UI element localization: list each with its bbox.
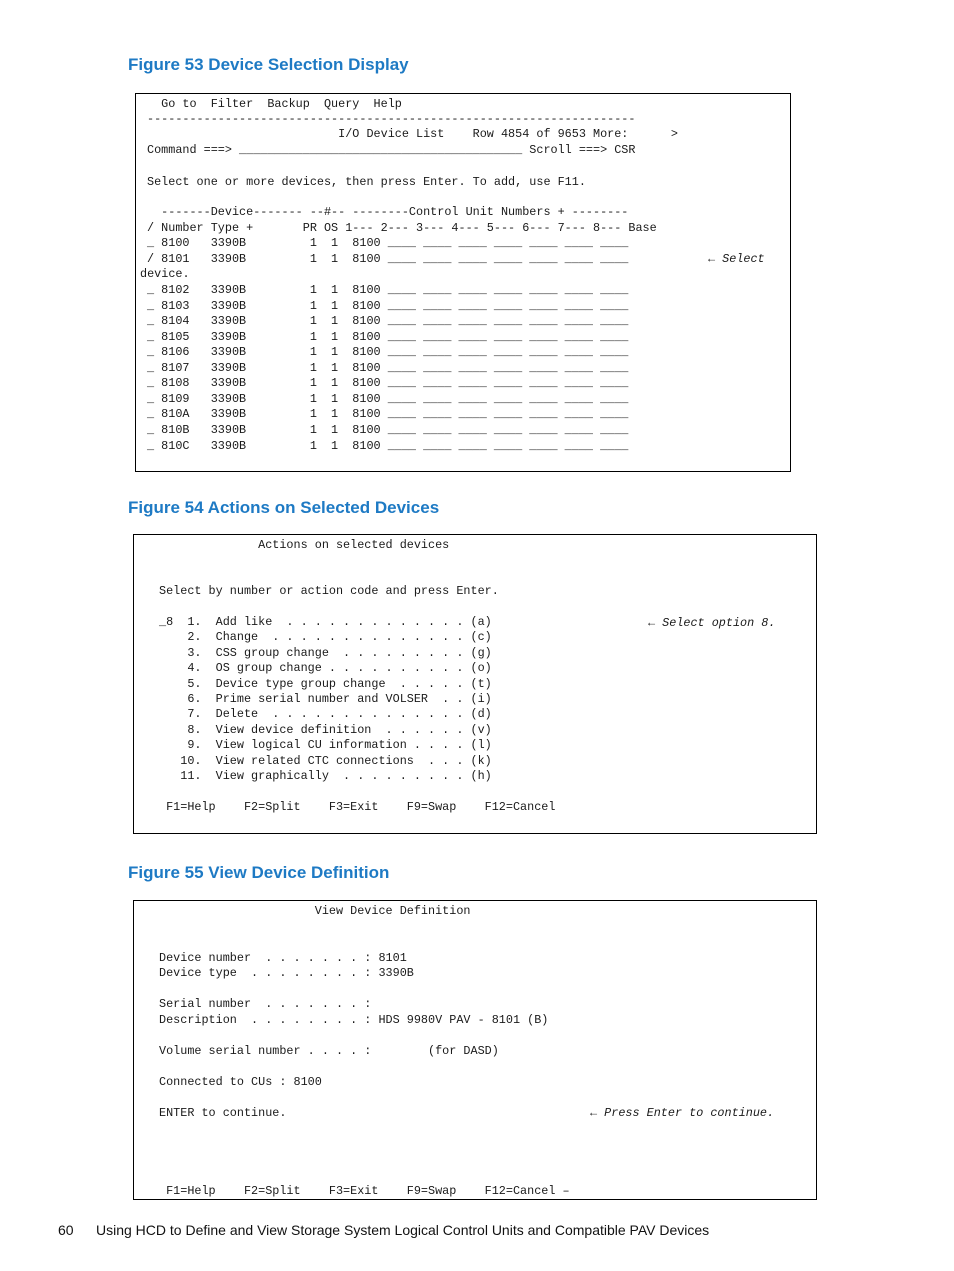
device-row: _ 8107 3390B 1 1 8100 ____ ____ ____ ____ ____ ____ ____ [147, 361, 629, 375]
action-option: 5. Device type group change . . . . . (t) [159, 676, 492, 691]
screen-line: Select one or more devices, then press Enter. To add, use F11. [147, 175, 586, 189]
device-row: _ 8100 3390B 1 1 8100 ____ ____ ____ ____ ____ ____ ____ [147, 236, 629, 250]
screen-line: --------------------------------------------------------------------- [147, 112, 636, 126]
action-option: 10. View related CTC connections . . . (k) [159, 753, 492, 768]
screen-line: Select by number or action code and press Enter. [159, 584, 499, 599]
screen-line: I/O Device List Row 4854 of 9653 More: > [147, 127, 678, 141]
device-row: _ 8108 3390B 1 1 8100 ____ ____ ____ ____ ____ ____ ____ [147, 376, 629, 390]
device-row: _ 8105 3390B 1 1 8100 ____ ____ ____ ____ ____ ____ ____ [147, 330, 629, 344]
device-row: _ 8102 3390B 1 1 8100 ____ ____ ____ ____ ____ ____ ____ [147, 283, 629, 297]
action-option: 7. Delete . . . . . . . . . . . . . . (d) [159, 707, 492, 722]
screen-line: Command ===> ________________________________________ Scroll ===> CSR [147, 143, 636, 157]
screen-line: View Device Definition [159, 904, 471, 918]
screen-line: Volume serial number . . . . : (for DASD) [159, 1043, 499, 1058]
screen-line: Device number . . . . . . . : 8101 [159, 950, 407, 965]
action-option: 8. View device definition . . . . . . (v) [159, 722, 492, 737]
screen-line: Connected to CUs : 8100 [159, 1075, 322, 1090]
screen-line: / Number Type + PR OS 1--- 2--- 3--- 4--- 5--- 6--- 7--- 8--- Base [147, 221, 657, 235]
device-row: _ 810C 3390B 1 1 8100 ____ ____ ____ ____ ____ ____ ____ [147, 439, 629, 453]
action-option: 2. Change . . . . . . . . . . . . . . (c) [159, 630, 492, 645]
screen-line: F1=Help F2=Split F3=Exit F9=Swap F12=Cancel [159, 799, 556, 814]
screen-line: Actions on selected devices [159, 538, 450, 552]
screen-line: ENTER to continue. [159, 1106, 287, 1121]
figure-55-title: Figure 55 View Device Definition [128, 863, 390, 882]
screen-line: F1=Help F2=Split F3=Exit F9=Swap F12=Cancel – [159, 1183, 570, 1198]
device-row: / 8101 3390B 1 1 8100 ____ ____ ____ ____ ____ ____ ____ [147, 252, 629, 266]
device-selection-screen [135, 93, 791, 472]
select-annotation: ← Select [708, 252, 765, 266]
device-row: _ 8103 3390B 1 1 8100 ____ ____ ____ ____ ____ ____ ____ [147, 299, 629, 313]
device-row: _ 8106 3390B 1 1 8100 ____ ____ ____ ____ ____ ____ ____ [147, 345, 629, 359]
device-row: _ 8109 3390B 1 1 8100 ____ ____ ____ ____ ____ ____ ____ [147, 392, 629, 406]
device-row: _ 810A 3390B 1 1 8100 ____ ____ ____ ____ ____ ____ ____ [147, 407, 629, 421]
screen-line: Description . . . . . . . . : HDS 9980V PAV - 8101 (B) [159, 1012, 549, 1027]
action-option: 11. View graphically . . . . . . . . . (h) [159, 769, 492, 783]
action-option: 3. CSS group change . . . . . . . . . (g) [159, 645, 492, 660]
select-option-annotation: ← Select option 8. [648, 616, 776, 630]
footer-text: Using HCD to Define and View Storage System Logical Control Units and Compatible PAV Devices [96, 1222, 710, 1238]
screen-line: device. [140, 267, 190, 281]
press-enter-annotation: ← Press Enter to continue. [590, 1106, 775, 1120]
screen-line: Go to Filter Backup Query Help [147, 97, 402, 111]
device-row: _ 8104 3390B 1 1 8100 ____ ____ ____ ____ ____ ____ ____ [147, 314, 629, 328]
page-number: 60 [58, 1222, 74, 1238]
screen-line: -------Device------- --#-- --------Control Unit Numbers + -------- [147, 205, 629, 219]
action-option: 6. Prime serial number and VOLSER . . (i) [159, 692, 492, 706]
device-row: _ 810B 3390B 1 1 8100 ____ ____ ____ ____ ____ ____ ____ [147, 423, 629, 437]
actions-screen [133, 534, 817, 834]
action-option: 9. View logical CU information . . . . (l) [159, 738, 492, 753]
action-option: _8 1. Add like . . . . . . . . . . . . . (a) [159, 615, 492, 629]
screen-line: Serial number . . . . . . . : [159, 997, 372, 1012]
view-device-definition-screen [133, 900, 817, 1200]
figure-54-title: Figure 54 Actions on Selected Devices [128, 498, 440, 517]
figure-53-title: Figure 53 Device Selection Display [128, 55, 409, 74]
screen-line: Device type . . . . . . . . : 3390B [159, 966, 414, 981]
action-option: 4. OS group change . . . . . . . . . . (o) [159, 661, 492, 676]
